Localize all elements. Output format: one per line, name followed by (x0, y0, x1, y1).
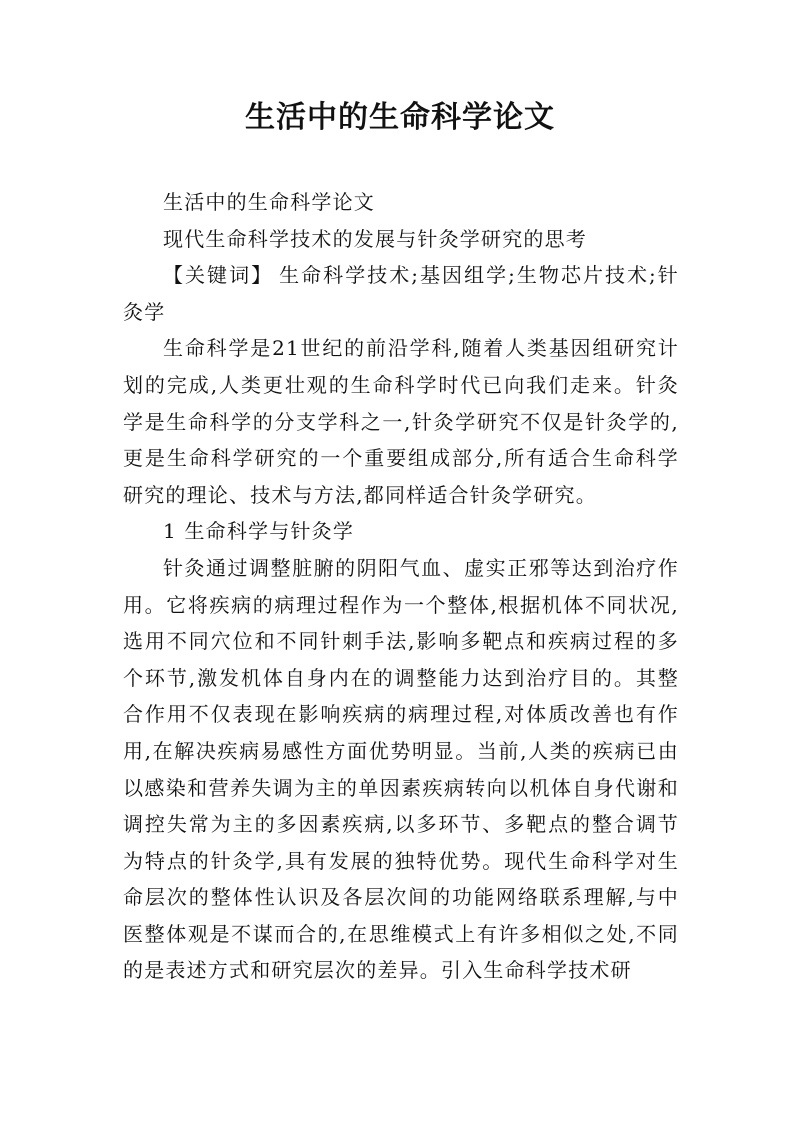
keywords-text: 生命科学技术;基因组学;生物芯片技术;针灸学 (123, 263, 679, 324)
keywords-paragraph (123, 257, 679, 330)
keywords-label: 【关键词】 (163, 263, 274, 288)
article-title-line: 现代生命科学技术的发展与针灸学研究的思考 (163, 226, 587, 251)
subtitle-line: 生活中的生命科学论文 (163, 190, 375, 214)
document-title: 生活中的生命科学论文 (245, 100, 555, 135)
intro-paragraph: 生命科学是21世纪的前沿学科,随着人类基因组研究计划的完成,人类更壮观的生命科学时代已向我们走来。针灸学是生命科学的分支学科之一,针灸学研究不仅是针灸学的,更是生命科学研究的一个重要组成部分,所有适合生命科学研究的理论、技术与方法,都同样适合针灸学研究。 (123, 336, 679, 507)
section-1-paragraph: 针灸通过调整脏腑的阴阳气血、虚实正邪等达到治疗作用。它将疾病的病理过程作为一个整体,根据机体不同状况,选用不同穴位和不同针刺手法,影响多靶点和疾病过程的多个环节,激发机体自身内在的调整能力达到治疗目的。其整合作用不仅表现在影响疾病的病理过程,对体质改善也有作用,在解决疾病易感性方面优势明显。当前,人类的疾病已由以感染和营养失调为主的单因素疾病转向以机体自身代谢和调控失常为主的多因素疾病,以多环节、多靶点的整合调节为特点的针灸学,具有发展的独特优势。现代生命科学对生命层次的整体性认识及各层次间的功能网络联系理解,与中医整体观是不谋而合的,在思维模式上有许多相似之处,不同的是表述方式和研究层次的差异。引入生命科学技术研 (123, 555, 679, 983)
section-1-heading: 1 生命科学与针灸学 (163, 519, 355, 544)
document-body (123, 184, 679, 989)
